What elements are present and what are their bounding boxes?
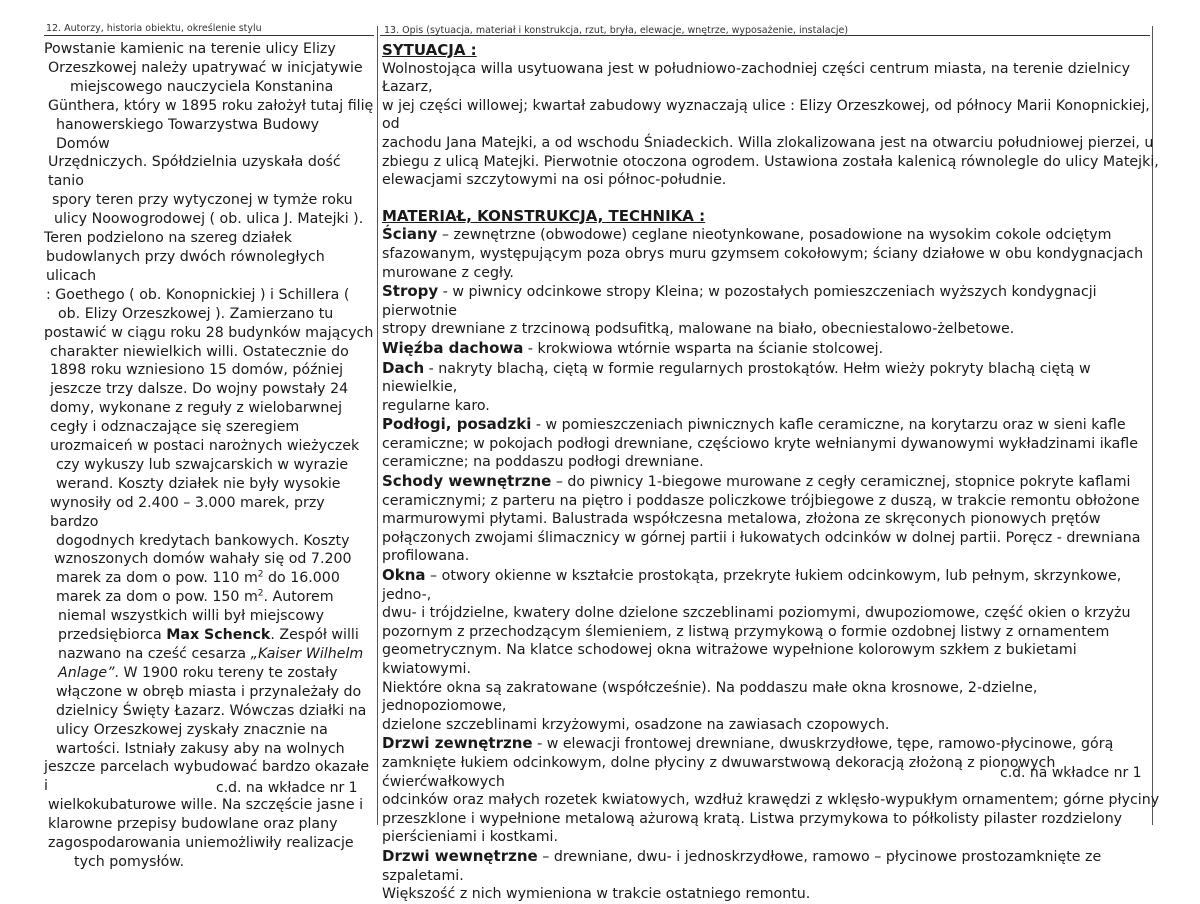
history-line: urozmaiceń w postaci narożnych wieżyczek xyxy=(50,438,360,455)
windows-text: – otwory okienne w kształcie prostokąta, przekryte łukiem odcinkowym, lub pełnym, skrzynkowe, jedno-, xyxy=(382,568,1122,603)
history-line xyxy=(44,664,374,683)
right-column-caption: 13. Opis (sytuacja, materiał i konstrukcja, rzut, bryła, elewacje, wnętrze, wyposażenie, instalacje) xyxy=(384,25,849,36)
history-line: cegły i odznaczające się szeregiem xyxy=(50,419,300,436)
interior-doors-line xyxy=(382,847,1162,885)
windows-line: geometrycznym. Na klatce schodowej okna witrażowe wypełnione kolorowym szkłem z bukietami kwiatowymi. xyxy=(382,642,1077,677)
stairs-term: Schody wewnętrzne xyxy=(382,472,552,491)
history-line: : Goethego ( ob. Konopnickiej ) i Schillera ( xyxy=(46,286,350,303)
exterior-doors-line: pierścieniami i kostkami. xyxy=(382,829,558,846)
history-line: hanowerskiego Towarzystwa Budowy Domów xyxy=(56,116,320,152)
interior-doors-term: Drzwi wewnętrzne xyxy=(382,846,538,865)
history-line: spory teren przy wytyczonej w tymże roku xyxy=(52,192,353,209)
floors-text: - w pomieszczeniach piwnicznych kafle ceramiczne, na korytarzu oraz w sieni kafle xyxy=(531,417,1126,434)
windows-line: Niektóre okna są zakratowane (współcześnie). Na poddaszu małe okna krosnowe, 2-dzielne, jednopoziomowe, xyxy=(382,679,1038,715)
stairs-line: ceramicznymi; z parteru na piętro i poddasze policzkowe trójbiegowe z duszą, w trakcie remontu obłożone xyxy=(382,492,1140,509)
history-line: postawić w ciągu roku 28 budynków mających xyxy=(44,324,374,341)
situation-line: w jej części willowej; kwartał zabudowy wyznaczają ulice : Elizy Orzeszkowej, od północy Marii Konopnickiej, od xyxy=(382,97,1150,133)
history-text-part: marek za dom o pow. 150 m xyxy=(56,589,258,606)
walls-term: Ściany xyxy=(382,225,438,244)
superscript: 2 xyxy=(257,588,264,599)
walls-line: sfazowanym, występującym poza obrys muru gzymsem cokołowym; ściany działowe w obu kondygnacjach xyxy=(382,245,1144,262)
situation-line: Wolnostojąca willa usytuowana jest w południowo-zachodniej części centrum miasta, na terenie dzielnicy Łazarz, xyxy=(382,60,1130,96)
exterior-doors-line: przeszklone i wypełnione metalową ażurową kratą. Listwa przymykowa to półkolisty pilaster rozdzielony xyxy=(382,810,1123,827)
stairs-text: – do piwnicy 1-biegowe murowane z cegły ceramicznej, stopnice pokryte kaflami xyxy=(551,474,1131,491)
history-line: zagospodarowania uniemożliwiły realizacje xyxy=(48,835,354,852)
history-line: jeszcze trzy dalsze. Do wojny powstały 24 xyxy=(50,381,349,398)
history-line: dogodnych kredytach bankowych. Koszty xyxy=(56,532,350,549)
history-text-part: nazwano na cześć cesarza xyxy=(58,646,251,662)
history-line xyxy=(44,588,374,607)
roof-text: - nakryty blachą, ciętą w formie regularnych prostokątów. Hełm wieży pokryty blachą ciętą w niewielkie, xyxy=(382,360,1091,396)
history-line: wynosiły od 2.400 – 3.000 marek, przy bardzo xyxy=(50,494,325,530)
spacer xyxy=(382,190,1162,208)
history-line: Urzędniczych. Spółdzielnia uzyskała dość tanio xyxy=(48,154,341,190)
history-text-part: marek za dom o pow. 110 m xyxy=(56,570,258,587)
ceilings-text: - w piwnicy odcinkowe stropy Kleina; w pozostałych pomieszczeniach wyższych kondygnacji pierwotnie xyxy=(382,284,1097,319)
ceilings-line xyxy=(382,282,1162,320)
ceilings-line: stropy drewniane z trzcinową podsufitką, malowane na biało, obecniestalowo-żelbetowe. xyxy=(382,321,1015,338)
floors-line: ceramiczne; na poddaszu podłogi drewniane. xyxy=(382,454,704,471)
history-line: ob. Elizy Orzeszkowej ). Zamierzano tu xyxy=(58,305,334,322)
history-text xyxy=(44,40,374,872)
exterior-doors-line: zamknięte łukiem odcinkowym, dolne płyciny z dwuwarstwową dekoracją złożoną z pionowych ćwierćwałkowych xyxy=(382,754,1056,790)
history-text-part: . Zespół willi xyxy=(270,627,359,644)
history-line: czy wykuszy lub szwajcarskich w wyrazie xyxy=(56,456,349,473)
history-line: wznoszonych domów wahały się od 7.200 xyxy=(54,551,352,568)
section-heading-situation: SYTUACJA : xyxy=(382,41,477,59)
history-line xyxy=(44,569,374,588)
column-divider xyxy=(377,26,378,825)
history-line: budowlanych przy dwóch równoległych ulicach xyxy=(46,248,325,284)
history-line: Powstanie kamienic na terenie ulicy Elizy xyxy=(44,41,336,57)
walls-text: – zewnętrzne (obwodowe) ceglane nieotynkowane, posadowione na wysokim cokole odciętym xyxy=(437,227,1112,244)
history-line: werand. Koszty działek nie były wysokie xyxy=(56,475,341,492)
stairs-line: połączonych zwojami ślimacznicy w górnej partii i łukowatych odcinków w dolnej partii. Poręcz - drewniana xyxy=(382,529,1141,546)
history-line: tych pomysłów. xyxy=(74,853,185,870)
top-rule-left xyxy=(44,35,374,36)
history-line: dzielnicy Święty Łazarz. Wówczas działki na xyxy=(56,702,367,719)
stairs-line xyxy=(382,472,1162,492)
history-line: niemal wszystkich willi był miejscowy xyxy=(58,608,325,625)
history-line: wielkokubaturowe wille. Na szczęście jasne i xyxy=(48,797,364,814)
italic-name: Anlage” xyxy=(58,664,115,681)
windows-line xyxy=(382,566,1162,604)
italic-name: „Kaiser Wilhelm xyxy=(250,646,364,662)
left-column-caption: 12. Autorzy, historia obiektu, określenie stylu xyxy=(46,23,262,34)
history-line: miejscowego nauczyciela Konstanina xyxy=(70,78,334,95)
history-line: jeszcze parcelach wybudować bardzo okazałe i xyxy=(44,759,370,795)
roof-term: Dach xyxy=(382,358,425,377)
windows-line: pozornym z przechodzącym ślemieniem, z listwą przymykową o formie ozdobnej listwy z ornamentem xyxy=(382,623,1110,640)
person-name: Max Schenck xyxy=(166,627,271,644)
superscript: 2 xyxy=(257,569,264,580)
left-continuation-note: c.d. na wkładce nr 1 xyxy=(216,780,358,796)
floors-term: Podłogi, posadzki xyxy=(382,415,532,434)
history-line: charakter niewielkich willi. Ostatecznie do xyxy=(50,343,349,360)
history-line: domy, wykonane z reguły z wielobarwnej xyxy=(50,400,343,417)
history-line: Günthera, który w 1895 roku założył tutaj filię xyxy=(48,97,374,114)
history-line: Orzeszkowej należy upatrywać w inicjatywie xyxy=(48,59,363,76)
history-line: wartości. Istniały zakusy aby na wolnych xyxy=(56,740,345,757)
interior-doors-line: Większość z nich wymieniona w trakcie ostatniego remontu. xyxy=(382,886,811,903)
situation-line: zachodu Jana Matejki, a od wschodu Śniadeckich. Willa zlokalizowana jest na otwarciu południowej pierzei, u xyxy=(382,134,1154,151)
exterior-doors-term: Drzwi zewnętrzne xyxy=(382,734,533,753)
truss-line xyxy=(382,339,1162,359)
floors-line: ceramiczne; w pokojach podłogi drewniane, częściowo kryte wełnianymi dywanowymi wykładzinami ikafle xyxy=(382,435,1138,452)
windows-term: Okna xyxy=(382,566,426,585)
history-line: 1898 roku wzniesiono 15 domów, później xyxy=(50,362,344,379)
truss-text: - krokwiowa wtórnie wsparta na ścianie stolcowej. xyxy=(523,340,884,357)
stairs-line: profilowana. xyxy=(382,548,470,565)
roof-line xyxy=(382,359,1162,397)
ceilings-term: Stropy xyxy=(382,282,439,301)
situation-line: elewacjami szczytowymi na osi północ-południe. xyxy=(382,172,727,189)
history-line: klarowne przepisy budowlane oraz plany xyxy=(48,816,338,833)
windows-line: dwu- i trójdzielne, kwatery dolne dzielone szczeblinami poziomymi, dwupoziomowe, część okien o krzyżu xyxy=(382,605,1131,622)
interior-doors-text: – drewniane, dwu- i jednoskrzydłowe, ramowo – płycinowe prostozamknięte ze szpaletami. xyxy=(382,848,1102,884)
situation-line: zbiegu z ulicą Matejki. Pierwotnie otoczona ogrodem. Ustawiona została kalenicą równolegle do ulicy Matejki, xyxy=(382,153,1159,170)
history-line: Teren podzielono na szereg działek xyxy=(44,230,292,247)
windows-line: dzielone szczeblinami krzyżowymi, osadzone na zawiasach czopowych. xyxy=(382,716,890,733)
roof-line: regularne karo. xyxy=(382,397,490,414)
exterior-doors-text: - w elewacji frontowej drewniane, dwuskrzydłowe, tępe, ramowo-płycinowe, górą xyxy=(532,736,1114,753)
history-text-part: do 16.000 xyxy=(263,570,340,587)
history-line: ulicy Orzeszkowej zyskały znacznie na xyxy=(56,721,328,738)
history-line: włączone w obręb miasta i przynależały do xyxy=(56,683,362,700)
stairs-line: marmurowymi płytami. Balustrada współczesna metalowa, złożona ze skręconych pionowych prętów xyxy=(382,511,1101,528)
history-text-part: przedsiębiorca xyxy=(58,627,167,644)
history-text-part: . W 1900 roku tereny te zostały xyxy=(114,664,338,681)
exterior-doors-line: odcinków oraz małych rozetek kwiatowych, wzdłuż krawędzi z wklęsło-wypukłym ornamentem; górne płyciny xyxy=(382,792,1160,809)
truss-term: Więźba dachowa xyxy=(382,338,524,357)
exterior-doors-line xyxy=(382,734,1162,754)
section-heading-material: MATERIAŁ, KONSTRUKCJA, TECHNIKA : xyxy=(382,206,706,225)
walls-line: murowane z cegły. xyxy=(382,264,514,281)
floors-line xyxy=(382,415,1162,435)
history-line xyxy=(44,626,374,645)
history-text-part: . Autorem xyxy=(263,589,334,606)
walls-line xyxy=(382,225,1162,245)
history-line xyxy=(44,645,374,664)
history-line: ulicy Noowogrodowej ( ob. ulica J. Matejki ). xyxy=(54,211,364,228)
right-continuation-note: c.d. na wkładce nr 1 xyxy=(1000,765,1142,781)
